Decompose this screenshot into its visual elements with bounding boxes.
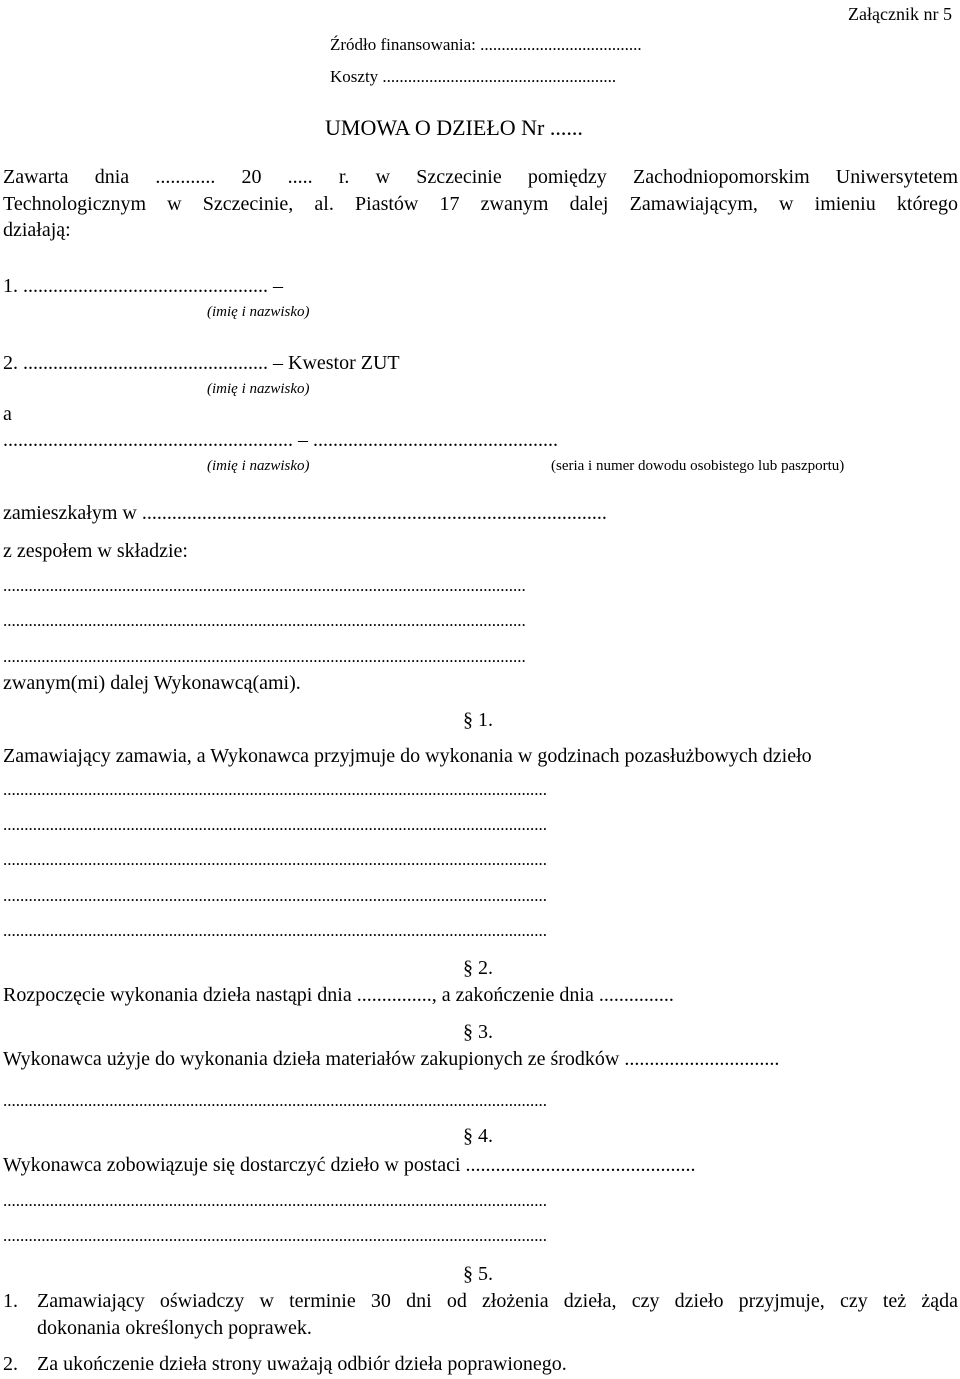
section-3-text: Wykonawca użyje do wykonania dzieła materiałów zakupionych ze środków ...............................: [3, 1048, 780, 1070]
section-5-item-2-num: 2.: [3, 1353, 18, 1375]
section-5-item-1-line-2: dokonania określonych poprawek.: [37, 1317, 312, 1339]
section-3-mark: § 3.: [463, 1021, 493, 1043]
team-line-1: ...........................................................................................................................: [3, 576, 526, 595]
signatory-1-line: 1. ................................................. –: [3, 275, 283, 297]
section-1-line-2: ................................................................................................................................: [3, 815, 547, 834]
signatory-2-caption: (imię i nazwisko): [207, 381, 310, 397]
section-5-mark: § 5.: [463, 1263, 493, 1285]
section-1-line-3: ................................................................................................................................: [3, 850, 547, 869]
section-5-item-1-num: 1.: [3, 1290, 18, 1312]
contractor-id-caption: (seria i numer dowodu osobistego lub paszportu): [551, 458, 845, 474]
residence-line: zamieszkałym w .............................................................................................: [3, 502, 607, 524]
contractor-conjunction: a: [3, 403, 12, 425]
contractor-name-caption: (imię i nazwisko): [207, 458, 310, 474]
section-1-text: Zamawiający zamawia, a Wykonawca przyjmuje do wykonania w godzinach pozasłużbowych dzieło: [3, 745, 812, 767]
section-5-item-2-line-1: Za ukończenie dzieła strony uważają odbiór dzieła poprawionego.: [37, 1353, 567, 1375]
section-5-item-1-line-1: Zamawiający oświadczy w terminie 30 dni od złożenia dzieła, czy dzieło przyjmuje, czy też żąda: [37, 1290, 958, 1312]
team-line-3: ...........................................................................................................................: [3, 647, 526, 666]
team-line-2: ...........................................................................................................................: [3, 611, 526, 630]
costs-field: Koszty .......................................................: [330, 67, 617, 86]
intro-line-2: Technologicznym w Szczecinie, al. Piastów 17 zwanym dalej Zamawiającym, w imieniu którego: [3, 193, 958, 215]
section-3-line-1: ................................................................................................................................: [3, 1091, 547, 1110]
signatory-1-caption: (imię i nazwisko): [207, 304, 310, 320]
team-label: z zespołem w składzie:: [3, 540, 188, 562]
attachment-label: Załącznik nr 5: [848, 4, 952, 24]
funding-source-field: Źródło finansowania: ......................................: [330, 35, 642, 54]
contractor-line: .......................................................... – .................................................: [3, 429, 558, 451]
section-2-mark: § 2.: [463, 957, 493, 979]
section-1-mark: § 1.: [463, 709, 493, 731]
signatory-2-line: 2. ................................................. – Kwestor ZUT: [3, 352, 400, 374]
section-4-text: Wykonawca zobowiązuje się dostarczyć dzieło w postaci ..............................................: [3, 1154, 696, 1176]
intro-line-1: Zawarta dnia ............ 20 ..... r. w Szczecinie pomiędzy Zachodniopomorskim Uniwersytetem: [3, 166, 958, 188]
document-title: UMOWA O DZIEŁO Nr ......: [325, 115, 583, 140]
section-1-line-4: ................................................................................................................................: [3, 886, 547, 905]
section-2-text: Rozpoczęcie wykonania dzieła nastąpi dnia ..............., a zakończenie dnia ...............: [3, 984, 674, 1006]
contractor-called: zwanym(mi) dalej Wykonawcą(ami).: [3, 672, 301, 694]
section-4-mark: § 4.: [463, 1125, 493, 1147]
intro-line-3: działają:: [3, 219, 71, 241]
section-4-line-2: ................................................................................................................................: [3, 1226, 547, 1245]
section-4-line-1: ................................................................................................................................: [3, 1191, 547, 1210]
section-1-line-5: ................................................................................................................................: [3, 921, 547, 940]
section-1-line-1: ................................................................................................................................: [3, 780, 547, 799]
